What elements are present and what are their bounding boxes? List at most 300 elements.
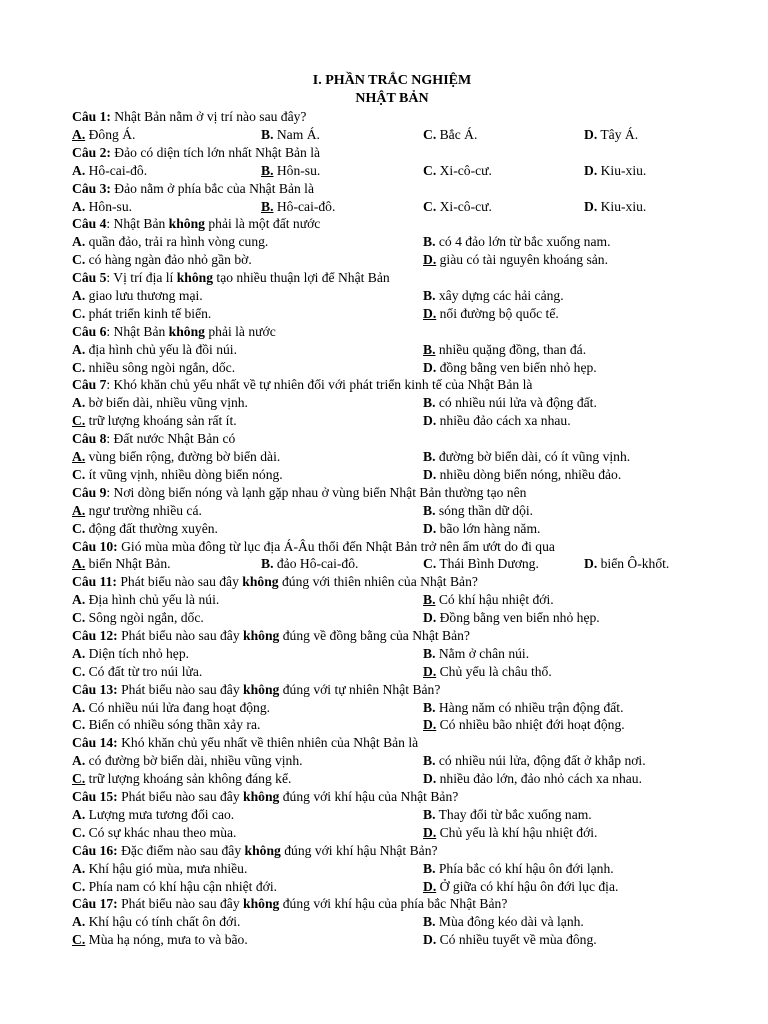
question-label: Câu 1:: [72, 109, 111, 124]
option-c[interactable]: [72, 251, 252, 269]
option-letter: C.: [72, 359, 86, 375]
option-text: quần đảo, trải ra hình vòng cung.: [85, 234, 269, 250]
option-d[interactable]: [423, 663, 552, 681]
option-c[interactable]: [72, 716, 260, 734]
option-letter: D.: [423, 252, 437, 268]
option-text: Nam Á.: [273, 126, 320, 142]
option-row: [72, 466, 712, 484]
question-stem: [72, 842, 712, 860]
option-letter: C.: [72, 305, 86, 321]
option-text: có 4 đảo lớn từ bắc xuống nam.: [435, 234, 611, 250]
option-letter: C.: [72, 878, 86, 894]
question-15: [72, 788, 712, 842]
question-12: [72, 627, 712, 681]
option-letter: C.: [72, 520, 86, 536]
question-text: Đặc điểm nào sau đây: [117, 842, 245, 858]
option-text: có hàng ngàn đảo nhỏ gần bờ.: [85, 252, 252, 268]
option-text: Đồng bằng ven biển nhỏ hẹp.: [436, 610, 600, 626]
option-c[interactable]: [72, 305, 211, 323]
option-b[interactable]: [423, 448, 630, 466]
option-d[interactable]: [423, 716, 625, 734]
question-label: Câu 4: [72, 216, 107, 232]
question-emphasis: không: [243, 628, 280, 643]
option-letter: B.: [423, 753, 436, 769]
option-text: Sông ngòi ngắn, dốc.: [85, 610, 204, 626]
option-a[interactable]: [72, 502, 202, 520]
option-letter: B.: [423, 341, 436, 357]
question-16: [72, 842, 712, 896]
option-text: xây dựng các hải cảng.: [435, 287, 564, 303]
question-stem: [72, 573, 712, 591]
question-label: Câu 15:: [72, 789, 118, 805]
question-7: [72, 376, 712, 430]
option-letter: D.: [423, 878, 437, 894]
question-11: [72, 573, 712, 627]
option-letter: B.: [261, 198, 274, 214]
option-row: [72, 806, 712, 824]
option-letter: D.: [423, 771, 437, 787]
question-text: : Đất nước Nhật Bản có: [106, 431, 236, 447]
option-b[interactable]: [423, 394, 597, 412]
option-letter: A.: [72, 449, 86, 465]
option-letter: D.: [423, 824, 437, 840]
option-text: có nhiều núi lửa và động đất.: [435, 395, 597, 411]
question-stem: [72, 538, 712, 556]
question-emphasis: không: [168, 323, 205, 339]
question-text: Phát biểu nào sau đây: [117, 896, 244, 912]
question-text-end: phải là nước: [204, 323, 276, 339]
option-c[interactable]: [72, 770, 291, 788]
option-row: [72, 752, 712, 770]
question-stem: [72, 484, 712, 502]
question-1: [72, 108, 712, 144]
option-text: sóng thần dữ dội.: [435, 502, 534, 518]
question-text: Phát biểu nào sau đây: [117, 628, 244, 643]
question-emphasis: không: [244, 842, 281, 858]
question-text: : Nơi dòng biển nóng và lạnh gặp nhau ở vùng biển Nhật Bản thường tạo nên: [106, 484, 527, 500]
option-letter: D.: [584, 198, 598, 214]
option-c[interactable]: [72, 520, 218, 538]
question-text: Phát biểu nào sau đây: [117, 789, 244, 805]
question-3: [72, 180, 712, 216]
option-letter: D.: [423, 305, 437, 321]
topic-title: NHẬT BẢN: [355, 91, 429, 106]
option-row: [72, 699, 712, 717]
question-label: Câu 11:: [72, 574, 117, 590]
question-10: [72, 538, 712, 574]
option-text: giàu có tài nguyên khoáng sản.: [436, 252, 608, 268]
question-label: Câu 14:: [72, 735, 118, 751]
option-d[interactable]: [584, 126, 638, 144]
question-stem: [72, 430, 712, 448]
question-text: : Khó khăn chủ yếu nhất về tự nhiên đối với phát triển kinh tế của Nhật Bản là: [106, 377, 533, 393]
question-label: Câu 5: [72, 270, 107, 286]
option-a[interactable]: [72, 198, 132, 216]
option-c[interactable]: [72, 824, 236, 842]
question-stem: [72, 269, 712, 287]
option-b[interactable]: [423, 860, 614, 878]
option-text: Ở giữa có khí hậu ôn đới lục địa.: [436, 878, 619, 894]
question-list: [72, 108, 712, 949]
option-text: Xi-cô-cư.: [436, 198, 492, 214]
question-13: [72, 681, 712, 735]
option-text: có nhiều núi lửa, động đất ở khắp nơi.: [435, 753, 646, 769]
option-d[interactable]: [423, 609, 600, 627]
option-row: [72, 502, 712, 520]
question-label: Câu 6: [72, 323, 107, 339]
option-d[interactable]: [423, 770, 642, 788]
option-letter: C.: [423, 162, 437, 178]
option-text: địa hình chủ yếu là đồi núi.: [85, 341, 237, 357]
option-text: nhiều quặng đồng, than đá.: [435, 341, 587, 357]
option-text: nhiều dòng biển nóng, nhiều đảo.: [436, 466, 622, 482]
option-d[interactable]: [423, 931, 597, 949]
option-c[interactable]: [72, 359, 235, 377]
option-text: Lượng mưa tương đối cao.: [85, 806, 235, 822]
question-text: Khó khăn chủ yếu nhất về thiên nhiên của Nhật Bản là: [117, 735, 419, 751]
option-text: bờ biển dài, nhiều vũng vịnh.: [85, 395, 248, 411]
option-text: Mùa đông kéo dài và lạnh.: [435, 914, 584, 930]
option-c[interactable]: [72, 931, 248, 949]
option-letter: B.: [423, 592, 436, 608]
option-text: Có nhiều bão nhiệt đới hoạt động.: [436, 717, 625, 733]
option-d[interactable]: [423, 466, 621, 484]
option-text: Bắc Á.: [436, 126, 478, 142]
option-a[interactable]: [72, 806, 234, 824]
option-letter: C.: [72, 824, 86, 840]
option-d[interactable]: [423, 251, 608, 269]
option-text: Hô-cai-đô.: [273, 198, 336, 214]
question-4: [72, 215, 712, 269]
option-d[interactable]: [423, 305, 559, 323]
option-letter: A.: [72, 914, 86, 930]
option-text: Khí hậu có tính chất ôn đới.: [85, 914, 241, 930]
option-letter: C.: [423, 198, 437, 214]
option-letter: C.: [72, 252, 86, 268]
option-c[interactable]: [72, 878, 277, 896]
option-c[interactable]: [423, 162, 492, 180]
question-text: : Nhật Bản: [106, 323, 169, 339]
question-text-end: tạo nhiều thuận lợi để Nhật Bản: [213, 270, 390, 286]
option-row: [72, 412, 712, 430]
option-text: Hàng năm có nhiều trận động đất.: [435, 699, 624, 715]
option-a[interactable]: [72, 699, 270, 717]
option-row: [72, 162, 712, 180]
option-letter: B.: [423, 287, 436, 303]
question-label: Câu 3:: [72, 180, 111, 196]
option-text: Đông Á.: [85, 126, 136, 142]
option-letter: C.: [72, 610, 86, 626]
option-d[interactable]: [423, 520, 540, 538]
option-letter: C.: [72, 717, 86, 733]
option-text: Có đất từ tro núi lửa.: [85, 663, 203, 679]
question-stem: [72, 895, 712, 913]
option-text: Chủ yếu là khí hậu nhiệt đới.: [436, 824, 598, 840]
question-label: Câu 10:: [72, 538, 118, 554]
question-17: [72, 895, 712, 949]
option-text: Khí hậu gió mùa, mưa nhiều.: [85, 860, 248, 876]
option-text: Có nhiều núi lửa đang hoạt động.: [85, 699, 271, 715]
option-a[interactable]: [72, 233, 268, 251]
option-row: [72, 233, 712, 251]
option-text: Diện tích nhỏ hẹp.: [85, 645, 190, 661]
option-row: [72, 663, 712, 681]
option-letter: A.: [72, 556, 86, 572]
option-text: Nằm ở chân núi.: [435, 645, 530, 661]
option-text: Kiu-xiu.: [597, 162, 647, 178]
option-row: [72, 287, 712, 305]
option-text: nhiều đảo lớn, đảo nhỏ cách xa nhau.: [436, 771, 642, 787]
option-letter: C.: [72, 413, 86, 429]
option-row: [72, 716, 712, 734]
question-label: Câu 12:: [72, 628, 118, 643]
option-text: biển Nhật Bản.: [85, 556, 171, 572]
option-letter: D.: [423, 663, 437, 679]
option-row: [72, 878, 712, 896]
option-row: [72, 359, 712, 377]
option-row: [72, 931, 712, 949]
option-d[interactable]: [584, 198, 646, 216]
option-letter: D.: [584, 162, 598, 178]
option-b[interactable]: [261, 198, 335, 216]
exam-document: [72, 72, 712, 949]
option-b[interactable]: [423, 287, 564, 305]
question-emphasis: không: [243, 896, 280, 912]
option-c[interactable]: [72, 609, 204, 627]
option-text: trữ lượng khoáng sản rất ít.: [85, 413, 237, 429]
option-d[interactable]: [584, 555, 669, 573]
option-letter: A.: [72, 502, 86, 518]
option-a[interactable]: [72, 591, 219, 609]
option-text: nối đường bộ quốc tế.: [436, 305, 559, 321]
option-letter: A.: [72, 806, 86, 822]
option-a[interactable]: [72, 645, 189, 663]
question-text: Nhật Bản nằm ở vị trí nào sau đây?: [110, 109, 307, 124]
option-d[interactable]: [423, 878, 618, 896]
question-label: Câu 13:: [72, 681, 118, 697]
option-text: đồng bằng ven biển nhỏ hẹp.: [436, 359, 597, 375]
option-c[interactable]: [423, 198, 492, 216]
option-text: phát triển kinh tế biển.: [85, 305, 212, 321]
option-a[interactable]: [72, 287, 203, 305]
option-letter: C.: [72, 466, 86, 482]
option-letter: B.: [423, 860, 436, 876]
option-letter: D.: [423, 466, 437, 482]
question-text: Phát biểu nào sau đây: [116, 574, 243, 590]
option-letter: B.: [261, 556, 274, 572]
option-c[interactable]: [72, 412, 237, 430]
option-d[interactable]: [423, 824, 597, 842]
option-a[interactable]: [72, 126, 135, 144]
section-title: I. PHẦN TRẮC NGHIỆM: [312, 73, 472, 88]
option-row: [72, 824, 712, 842]
option-letter: A.: [72, 592, 86, 608]
option-text: Xi-cô-cư.: [436, 162, 492, 178]
question-text: Đảo nằm ở phía bắc của Nhật Bản là: [110, 180, 314, 196]
question-label: Câu 17:: [72, 896, 118, 912]
option-a[interactable]: [72, 341, 237, 359]
option-letter: A.: [72, 287, 86, 303]
option-b[interactable]: [423, 699, 623, 717]
option-b[interactable]: [423, 591, 554, 609]
option-a[interactable]: [72, 555, 171, 573]
option-c[interactable]: [72, 663, 202, 681]
option-letter: B.: [423, 806, 436, 822]
question-8: [72, 430, 712, 484]
option-b[interactable]: [423, 752, 646, 770]
option-text: ngư trường nhiều cá.: [85, 502, 202, 518]
option-text: biển Ô-khốt.: [597, 556, 670, 572]
option-letter: B.: [261, 126, 274, 142]
option-row: [72, 609, 712, 627]
option-letter: C.: [423, 556, 437, 572]
option-letter: B.: [423, 449, 436, 465]
question-text-end: đúng với khí hậu của phía bắc Nhật Bản?: [279, 896, 508, 912]
option-letter: A.: [72, 395, 86, 411]
question-label: Câu 16:: [72, 842, 118, 858]
option-b[interactable]: [261, 126, 320, 144]
option-d[interactable]: [423, 412, 571, 430]
question-stem: [72, 788, 712, 806]
option-a[interactable]: [72, 162, 147, 180]
question-stem: [72, 144, 712, 162]
option-text: Thái Bình Dương.: [436, 556, 539, 572]
option-row: [72, 520, 712, 538]
option-text: có đường bờ biển dài, nhiều vũng vịnh.: [85, 753, 303, 769]
question-text-end: phải là một đất nước: [204, 216, 321, 232]
question-label: Câu 9: [72, 484, 107, 500]
option-row: [72, 394, 712, 412]
option-letter: A.: [72, 162, 86, 178]
option-b[interactable]: [423, 502, 533, 520]
question-9: [72, 484, 712, 538]
option-text: đường bờ biển dài, có ít vũng vịnh.: [435, 449, 631, 465]
question-stem: [72, 215, 712, 233]
option-row: [72, 126, 712, 144]
option-text: bão lớn hàng năm.: [436, 520, 541, 536]
option-text: Phía bắc có khí hậu ôn đới lạnh.: [435, 860, 614, 876]
option-letter: D.: [584, 126, 598, 142]
question-emphasis: không: [242, 574, 279, 590]
question-stem: [72, 681, 712, 699]
option-text: Phía nam có khí hậu cận nhiệt đới.: [85, 878, 278, 894]
option-text: nhiều đảo cách xa nhau.: [436, 413, 571, 429]
option-a[interactable]: [72, 860, 247, 878]
question-text-end: đúng với tự nhiên Nhật Bản?: [279, 681, 441, 697]
question-text: : Vị trí địa lí: [106, 270, 177, 286]
option-letter: D.: [423, 520, 437, 536]
option-letter: A.: [72, 341, 86, 357]
option-letter: A.: [72, 860, 86, 876]
question-label: Câu 2:: [72, 144, 111, 160]
option-b[interactable]: [423, 913, 584, 931]
option-b[interactable]: [423, 341, 586, 359]
option-b[interactable]: [261, 555, 358, 573]
option-d[interactable]: [584, 162, 646, 180]
option-text: Hô-cai-đô.: [85, 162, 148, 178]
question-emphasis: không: [243, 789, 280, 805]
option-b[interactable]: [423, 233, 610, 251]
question-stem: [72, 180, 712, 198]
option-text: vùng biển rộng, đường bờ biển dài.: [85, 449, 281, 465]
option-text: Địa hình chủ yếu là núi.: [85, 592, 220, 608]
question-5: [72, 269, 712, 323]
option-letter: D.: [423, 932, 437, 948]
option-row: [72, 860, 712, 878]
option-letter: B.: [423, 395, 436, 411]
option-letter: C.: [72, 771, 86, 787]
option-letter: B.: [423, 699, 436, 715]
option-a[interactable]: [72, 394, 248, 412]
question-text-end: đúng với khí hậu của Nhật Bản?: [279, 789, 459, 805]
question-text: : Nhật Bản: [106, 216, 169, 232]
option-letter: D.: [423, 359, 437, 375]
option-a[interactable]: [72, 913, 240, 931]
option-c[interactable]: [423, 126, 477, 144]
option-text: Có sự khác nhau theo mùa.: [85, 824, 237, 840]
question-label: Câu 7: [72, 377, 107, 393]
option-letter: B.: [423, 914, 436, 930]
option-a[interactable]: [72, 752, 303, 770]
question-6: [72, 323, 712, 377]
option-letter: B.: [423, 234, 436, 250]
option-row: [72, 913, 712, 931]
option-row: [72, 305, 712, 323]
question-text: Phát biểu nào sau đây: [117, 681, 244, 697]
option-c[interactable]: [423, 555, 539, 573]
option-letter: A.: [72, 645, 86, 661]
option-letter: B.: [423, 645, 436, 661]
option-b[interactable]: [423, 806, 592, 824]
option-text: Biển có nhiều sóng thần xảy ra.: [85, 717, 261, 733]
option-text: Chủ yếu là châu thổ.: [436, 663, 552, 679]
option-letter: D.: [584, 556, 598, 572]
option-letter: C.: [423, 126, 437, 142]
option-text: Kiu-xiu.: [597, 198, 647, 214]
option-text: Hôn-su.: [85, 198, 133, 214]
option-b[interactable]: [423, 645, 529, 663]
option-letter: D.: [423, 717, 437, 733]
option-text: trữ lượng khoáng sản không đáng kể.: [85, 771, 292, 787]
option-letter: A.: [72, 699, 86, 715]
question-14: [72, 734, 712, 788]
question-text-end: đúng về đồng bằng của Nhật Bản?: [279, 628, 470, 643]
option-row: [72, 555, 712, 573]
question-stem: [72, 734, 712, 752]
option-text: Mùa hạ nóng, mưa to và bão.: [85, 932, 248, 948]
question-emphasis: không: [176, 270, 214, 286]
option-letter: D.: [423, 610, 437, 626]
option-a[interactable]: [72, 448, 280, 466]
option-c[interactable]: [72, 466, 283, 484]
question-emphasis: không: [243, 681, 280, 697]
option-text: đảo Hô-cai-đô.: [273, 556, 359, 572]
question-stem: [72, 376, 712, 394]
option-letter: B.: [423, 502, 436, 518]
option-row: [72, 251, 712, 269]
option-letter: C.: [72, 663, 86, 679]
option-text: ít vũng vịnh, nhiều dòng biển nóng.: [85, 466, 283, 482]
option-text: Có nhiều tuyết về mùa đông.: [436, 932, 597, 948]
option-letter: A.: [72, 198, 86, 214]
option-b[interactable]: [261, 162, 320, 180]
option-row: [72, 645, 712, 663]
question-stem: [72, 108, 712, 126]
question-2: [72, 144, 712, 180]
option-letter: A.: [72, 753, 86, 769]
option-d[interactable]: [423, 359, 597, 377]
option-letter: B.: [261, 162, 274, 178]
